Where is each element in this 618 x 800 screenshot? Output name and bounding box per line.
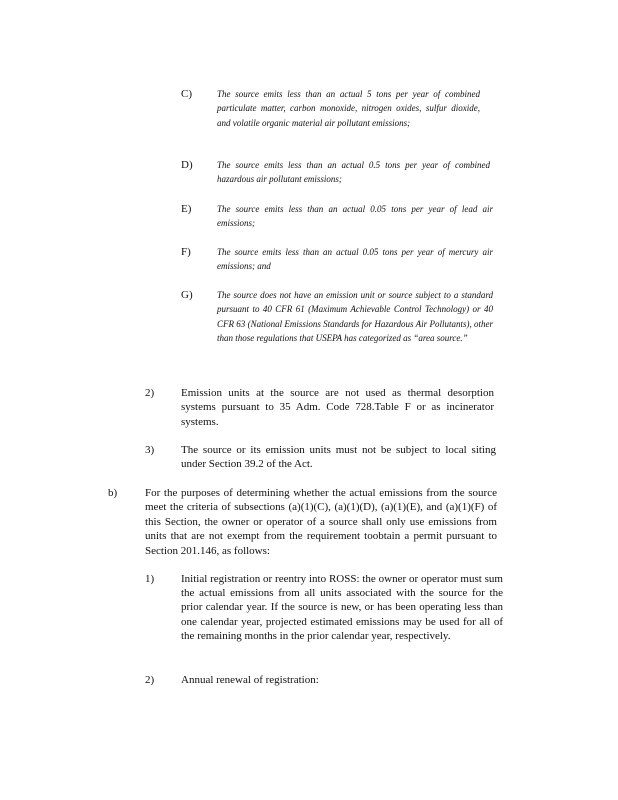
section-text: For the purposes of determining whether the actual emissions from the source meet the criteria of subsections (a)(1)(C), (a)(1)(D), (a)(1)(E), and (a)(1)(F) of this Section, the owner or operator of a source shall only use emissions from units that are not exempt from the requirement toobtain a permit pursuant to Section 201.146, as follows: xyxy=(145,487,497,557)
item-label: 2) xyxy=(145,387,155,399)
subitem-text: The source emits less than an actual 0.05 tons per year of lead air emissions; xyxy=(217,204,493,229)
subitem-label: F) xyxy=(181,246,191,258)
b-item-1 xyxy=(0,572,618,662)
item-text: Emission units at the source are not used as thermal desorption systems pursuant to 35 Adm. Code 728.Table F or as incinerator systems. xyxy=(181,387,494,428)
item-2 xyxy=(0,386,618,431)
subitem-text: The source emits less than an actual 0.05 tons per year of mercury air emissions; and xyxy=(217,247,493,272)
subitem-text: The source does not have an emission unit or source subject to a standard pursuant to 40 CFR 61 (Maximum Achievable Control Technology) or 40 CFR 63 (National Emissions Standards for Hazardous Air Pollutants), other than those regulations that USEPA has categorized as “area source.” xyxy=(217,290,493,344)
subitem-label: D) xyxy=(181,159,193,171)
b-item-2 xyxy=(0,673,618,691)
section-b xyxy=(0,486,618,561)
subitem-g xyxy=(0,288,618,373)
subitem-label: C) xyxy=(181,88,192,100)
subitem-e xyxy=(0,202,618,232)
subitem-d xyxy=(0,158,618,188)
subitem-label: G) xyxy=(181,289,193,301)
subitem-text: The source emits less than an actual 5 tons per year of combined particulate matter, carbon monoxide, nitrogen oxides, sulfur dioxide, and volatile organic material air pollutant emissions; xyxy=(217,89,480,128)
item-label: 1) xyxy=(145,573,155,585)
item-label: 2) xyxy=(145,674,155,686)
subitem-c xyxy=(0,87,618,147)
item-text: Initial registration or reentry into ROSS: the owner or operator must sum the actual emissions from all units associated with the source for the prior calendar year. If the source is new, or has been operating less than one calendar year, projected estimated emissions may be used for all of the remaining months in the prior calendar year, respectively. xyxy=(181,573,503,642)
subitem-text: The source emits less than an actual 0.5 tons per year of combined hazardous air pollutant emissions; xyxy=(217,160,490,185)
item-text: The source or its emission units must not be subject to local siting under Section 39.2 of the Act. xyxy=(181,444,496,471)
subitem-f xyxy=(0,245,618,275)
item-text: Annual renewal of registration: xyxy=(181,674,319,686)
item-label: 3) xyxy=(145,444,155,456)
section-label: b) xyxy=(108,487,118,499)
item-3 xyxy=(0,443,618,473)
subitem-label: E) xyxy=(181,203,192,215)
